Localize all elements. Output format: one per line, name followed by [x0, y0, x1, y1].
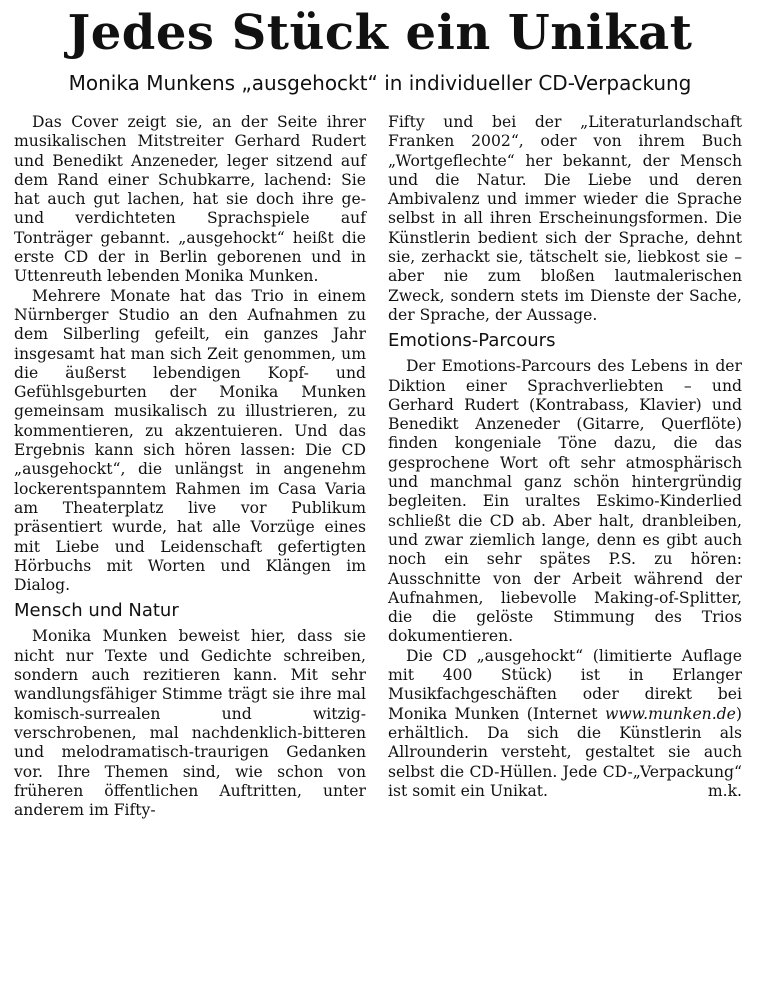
website-url: www.munken.de: [604, 704, 736, 723]
headline: Jedes Stück ein Unikat: [67, 5, 693, 61]
left-column: [14, 113, 366, 820]
left-paragraph-2: Mehrere Monate hat das Trio in einem Nürnberger Studio an den Aufnahmen zu dem Silberling gefeilt, ein ganzes Jahr insgesamt hat man sich Zeit genommen, um die äußerst lebendigen Kopf- und Gefühlsgeburten der Monika Munken gemeinsam musikalisch zu illustrieren, zu kommentieren, zu akzentuieren. Und das Ergebnis kann sich hören lassen: Die CD „ausgehockt“, die unlängst in angenehm lockerentspanntem Rahmen im Casa Varia am Theaterplatz live vor Publikum präsentiert wurde, hat alle Vorzüge eines mit Liebe und Leidenschaft gefertigten Hörbuchs mit Worten und Klängen im Dialog.: [14, 286, 366, 595]
left-paragraph-3: Monika Munken beweist hier, dass sie nicht nur Texte und Gedichte schreiben, sondern auch rezitieren kann. Mit sehr wandlungsfähiger Stimme trägt sie ihre mal komisch-surrealen und witzig-verschrobenen, mal nachdenklich-bitteren und melodramatisch-traurigen Gedanken vor. Ihre Themen sind, wie schon von früheren öffentlichen Auftritten, unter anderem im Fifty-: [14, 627, 366, 820]
subheadline: Monika Munkens „ausgehockt“ in individueller CD-Verpackung: [68, 71, 692, 95]
subheading-mensch-und-natur: Mensch und Natur: [14, 600, 179, 622]
right-paragraph-3: [388, 647, 742, 801]
author-signature: m.k.: [707, 781, 742, 800]
paragraph-text-after-url: ) erhältlich. Da sich die Künstlerin als Allrounderin versteht, gestaltet sie auch selbst die CD-Hüllen. Jede CD-„Verpackung“ ist somit ein Unikat.: [388, 704, 742, 800]
right-paragraph-1: Fifty und bei der „Literaturlandschaft Franken 2002“, oder von ihrem Buch „Wortgeflechte“ her bekannt, der Mensch und die Natur. Die Liebe und deren Ambivalenz und immer wieder die Sprache selbst in all ihren Erscheinungsformen. Die Künstlerin bedient sich der Sprache, dehnt sie, zerhackt sie, tätschelt sie, liebkost sie – aber nie zum bloßen lautmalerischen Zweck, sondern stets im Dienste der Sache, der Sprache, der Aussage.: [388, 113, 742, 324]
subheading-emotions-parcours: Emotions-Parcours: [388, 330, 556, 352]
left-paragraph-1: Das Cover zeigt sie, an der Seite ihrer musikalischen Mitstreiter Gerhard Rudert und Benedikt Anzeneder, leger sitzend auf dem Rand einer Schubkarre, lachend: Sie hat auch gut lachen, hat sie doch ihre ge- und verdichteten Sprachspiele auf Tonträger gebannt. „ausgehockt“ heißt die erste CD der in Berlin geborenen und in Uttenreuth lebenden Monika Munken.: [14, 113, 366, 286]
right-paragraph-2: Der Emotions-Parcours des Lebens in der Diktion einer Sprachverliebten – und Gerhard Rudert (Kontrabass, Klavier) und Benedikt Anzeneder (Gitarre, Querflöte) finden kongeniale Töne dazu, die das gesprochene Wort oft sehr atmosphärisch und manchmal ganz schön hintergründig begleiten. Ein uraltes Eskimo-Kinderlied schließt die CD ab. Aber halt, dranbleiben, und zwar ziemlich lange, denn es gibt auch noch ein sehr spätes P.S. zu hören: Ausschnitte von der Arbeit während der Aufnahmen, liebevolle Making-of-Splitter, die die gelöste Stimmung des Trios dokumentieren.: [388, 357, 742, 646]
right-column: [388, 113, 742, 801]
paragraph-text-before-url: Die CD „ausgehockt“ (limitierte Auflage mit 400 Stück) ist in Erlanger Musikfachgeschäften oder direkt bei Monika Munken (Internet: [388, 646, 742, 723]
